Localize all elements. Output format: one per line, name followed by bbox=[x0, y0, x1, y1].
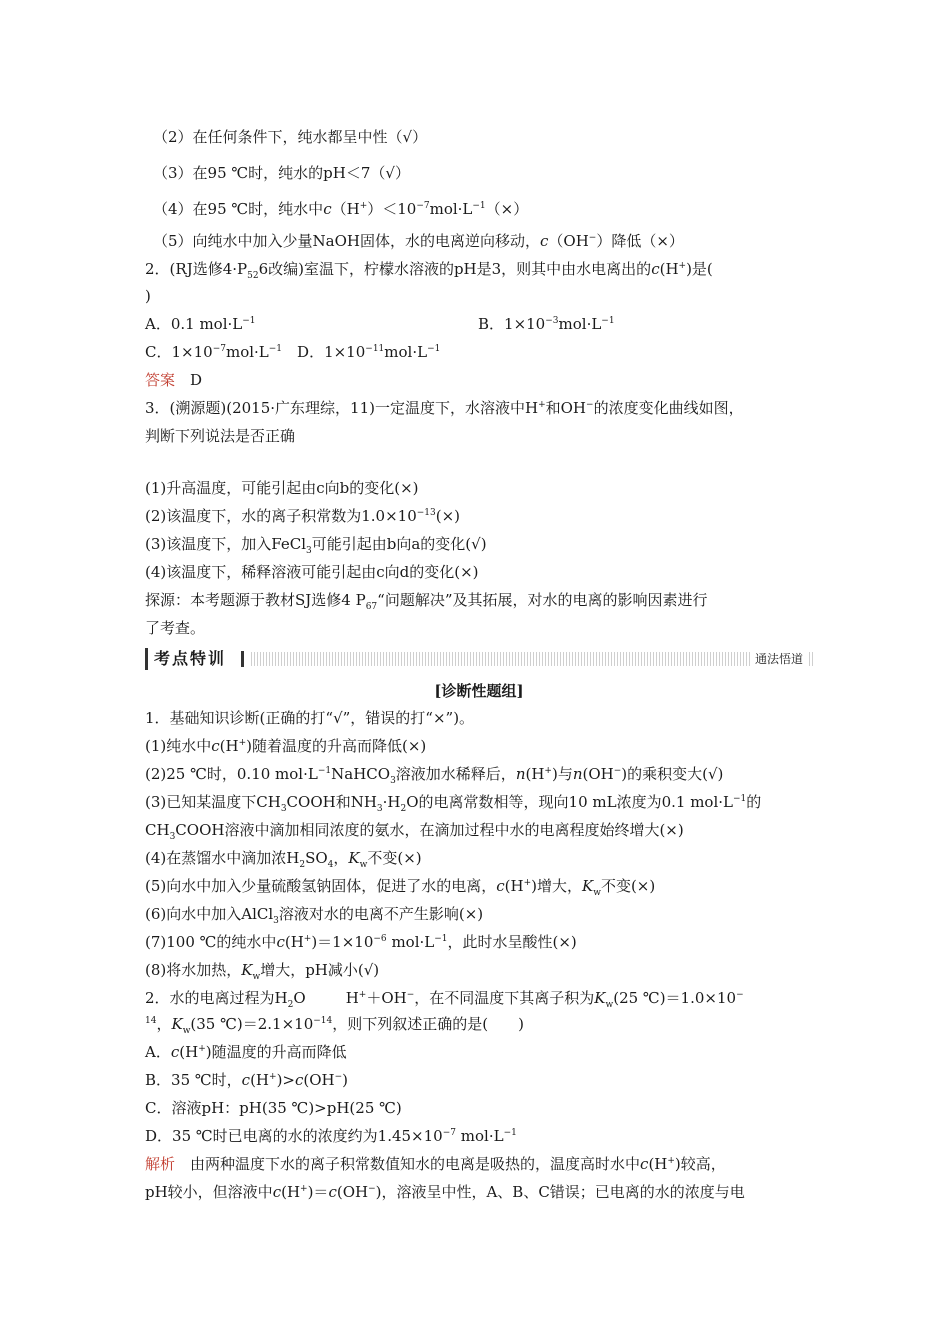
q3-source-line2: 了考查。 bbox=[145, 619, 206, 637]
d1-item-3-cont: $CH_3COOH$溶液中滴加相同浓度的氨水，在滴加过程中水的电离程度始终增大(×) bbox=[145, 821, 684, 842]
d1-item-4: (4)在蒸馏水中滴加浓$H_2SO_4$，$K_w$不变(×) bbox=[145, 849, 422, 870]
q2-answer: 答案 D bbox=[145, 371, 203, 389]
q2-stem: 2．(RJ选修$4\cdot P_{52}6$改编)室温下，柠檬水溶液的pH是3，则其中由水电离出的c(H+)是( bbox=[145, 260, 713, 281]
d1-item-5: (5)向水中加入少量硫酸氢钠固体，促进了水的电离，c(H+)增大，$K_w$不变(×) bbox=[145, 877, 656, 898]
d2-option-d: D．35 ℃时已电离的水的浓度约为$1.45\times 10^{-7}$ $mol\cdot L^{-1}$ bbox=[145, 1127, 517, 1145]
section-subtitle: 通法悟道 bbox=[751, 652, 807, 666]
group-title: [诊断性题组] bbox=[434, 682, 524, 700]
q3-item-2: (2)该温度下，水的离子积常数为$1.0\times 10^{-13}(\times)$ bbox=[145, 507, 461, 525]
d1-item-3: (3)已知某温度下$CH_3COOH$和$NH_3\cdot H_2O$的电离常数相等，现向10 mL浓度为0.1 $mol\cdot L^{-1}$的 bbox=[145, 793, 762, 814]
d2-option-b: B．35 ℃时，c(H+)>c(OH−) bbox=[145, 1071, 349, 1089]
statement-3: （3）在95 ℃时，纯水的pH＜7（√） bbox=[153, 164, 410, 182]
q2-stem-close: ) bbox=[145, 287, 151, 305]
q2-option-b: B．$1\times 10^{-3}mol\cdot L^{-1}$ bbox=[478, 315, 615, 333]
q3-stem-line1: 3．(溯源题)(2015·广东理综，11)一定温度下，水溶液中H+和OH−的浓度变化曲线如图， bbox=[145, 399, 744, 417]
d2-option-a: A．c(H+)随温度的升高而降低 bbox=[145, 1043, 347, 1061]
d1-item-7: (7)100 ℃的纯水中$c(H^+)=1\times 10^{-6}$ $mol\cdot L^{-1}$，此时水呈酸性(×) bbox=[145, 933, 577, 951]
d1-stem: 1．基础知识诊断(正确的打“√”，错误的打“×”)。 bbox=[145, 709, 475, 727]
statement-4: （4）在95 ℃时，纯水中$c(H^+)<10^{-7}mol\cdot L^{-1}(\times)$ bbox=[153, 200, 529, 218]
q2-option-a: A．0.1 $mol\cdot L^{-1}$ bbox=[145, 315, 256, 333]
answer-label: 答案 bbox=[145, 371, 176, 389]
q3-stem-line2: 判断下列说法是否正确 bbox=[145, 427, 296, 445]
d2-option-c: C．溶液pH：pH(35 ℃)>pH(25 ℃) bbox=[145, 1099, 402, 1117]
q3-item-4: (4)该温度下，稀释溶液可能引起由c向d的变化(×) bbox=[145, 563, 479, 581]
d2-analysis-line1: 解析 由两种温度下水的离子积常数值知水的电离是吸热的，温度高时水中c(H+)较高， bbox=[145, 1155, 726, 1173]
d2-stem-line1: 2．水的电离过程为$H_2O$ H+＋OH−，在不同温度下其离子积为$K_w(25$ ℃)＝1.0×10− bbox=[145, 989, 744, 1010]
d2-analysis-line2: pH较小，但溶液中c(H+)＝c(OH−)，溶液呈中性，A、B、C错误；已电离的水的浓度与电 bbox=[145, 1183, 745, 1201]
q3-source-line1: 探源：本考题源于教材SJ选修4 $P_{67}“$问题解决”及其拓展，对水的电离的影响因素进行 bbox=[145, 591, 708, 612]
q3-item-1: (1)升高温度，可能引起由c向b的变化(×) bbox=[145, 479, 419, 497]
section-header bbox=[145, 648, 813, 670]
d1-item-6: (6)向水中加入AlCl$_3$溶液对水的电离不产生影响(×) bbox=[145, 905, 484, 926]
statement-2: （2）在任何条件下，纯水都呈中性（√） bbox=[153, 128, 428, 146]
d1-item-1: (1)纯水中c(H+)随着温度的升高而降低(×) bbox=[145, 737, 427, 755]
q2-option-c-d: C．$1\times 10^{-7}mol\cdot L^{-1}$ D．$1\times 10^{-11}mol\cdot L^{-1}$ bbox=[145, 343, 441, 361]
d1-item-8: (8)将水加热，$K_w$增大，pH减小(√) bbox=[145, 961, 380, 982]
statement-5: （5）向纯水中加入少量NaOH固体，水的电离逆向移动，c（OH−）降低（×） bbox=[153, 232, 684, 250]
analysis-label: 解析 bbox=[145, 1155, 176, 1173]
section-title: 考点特训 bbox=[145, 648, 232, 670]
section-hatch-bar bbox=[251, 652, 813, 666]
q3-item-3: (3)该温度下，加入FeCl$_3$可能引起由b向a的变化(√) bbox=[145, 535, 487, 556]
d2-stem-line2: $^{14}$，$K_w(35$ $℃)=2.1\times 10^{-14}$，则下列叙述正确的是( ) bbox=[145, 1015, 524, 1036]
section-divider bbox=[241, 651, 244, 667]
d1-item-2: (2)25 ℃时，0.10 $mol\cdot L^{-1}NaHCO_3$溶液加水稀释后，n(H+)与n(OH−)的乘积变大(√) bbox=[145, 765, 724, 786]
